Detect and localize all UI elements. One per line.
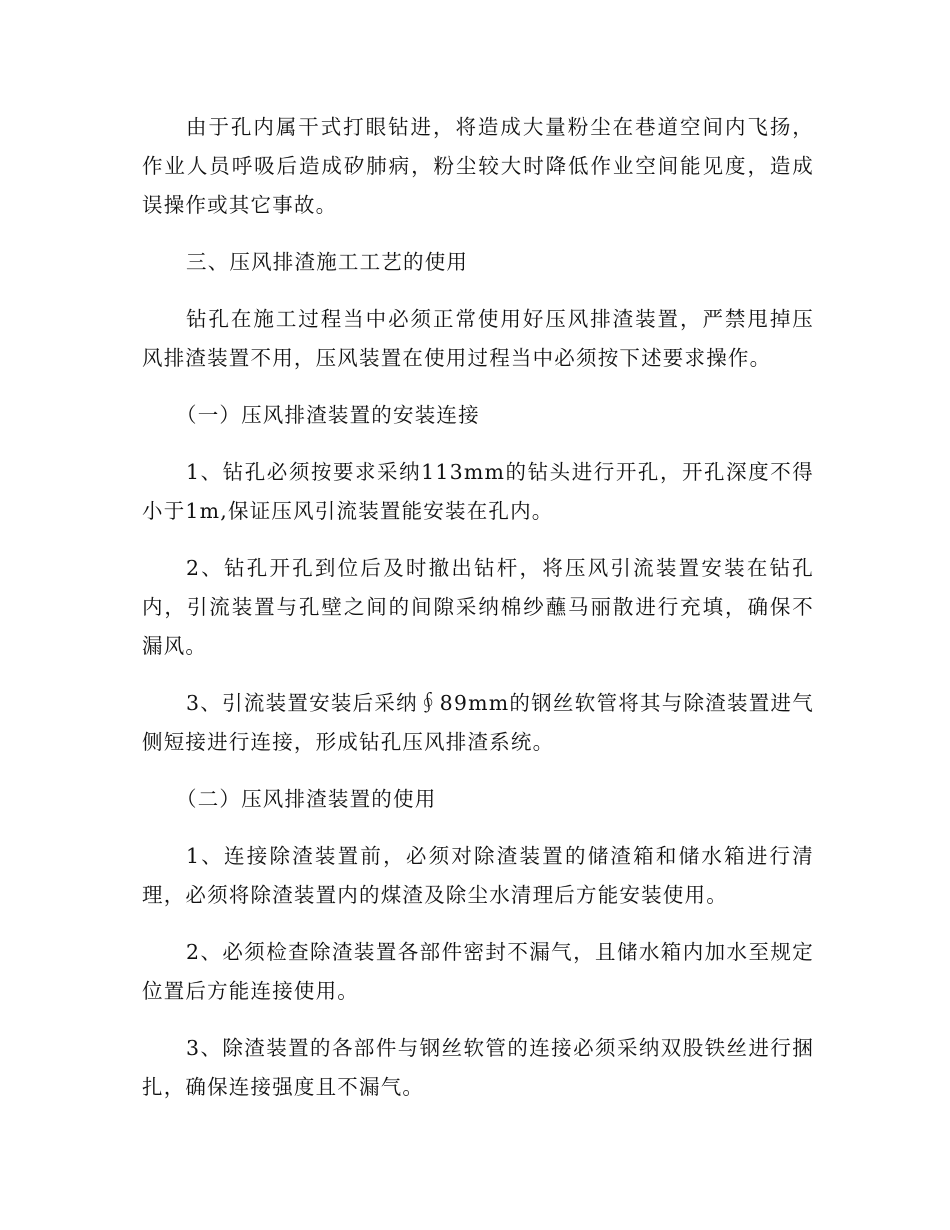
- paragraph-usage-requirement: 钻孔在施工过程当中必须正常使用好压风排渣装置，严禁甩掉压风排渣装置不用，压风装置在使用过程当中必须按下述要求操作。: [142, 307, 814, 370]
- paragraph-install-step-1: 1、钻孔必须按要求采纳113mm的钻头进行开孔，开孔深度不得小于1m,保证压风引流装置能安装在孔内。: [142, 460, 814, 523]
- paragraph-use-step-1: 1、连接除渣装置前，必须对除渣装置的储渣箱和储水箱进行清理，必须将除渣装置内的煤渣及除尘水清理后方能安装使用。: [142, 844, 814, 907]
- document-body: [142, 108, 814, 1125]
- subsection-heading-2: （二）压风排渣装置的使用: [176, 787, 437, 811]
- paragraph-use-step-3: 3、除渣装置的各部件与钢丝软管的连接必须采纳双股铁丝进行捆扎，确保连接强度且不漏气。: [142, 1036, 814, 1099]
- paragraph-install-step-3: 3、引流装置安装后采纳∮89mm的钢丝软管将其与除渣装置进气侧短接进行连接，形成钻孔压风排渣系统。: [142, 691, 814, 754]
- section-heading-3: 三、压风排渣施工工艺的使用: [186, 250, 469, 274]
- paragraph-install-step-2: 2、钻孔开孔到位后及时撤出钻杆，将压风引流装置安装在钻孔内，引流装置与孔壁之间的间隙采纳棉纱蘸马丽散进行充填，确保不漏风。: [142, 556, 814, 658]
- paragraph-use-step-2: 2、必须检查除渣装置各部件密封不漏气，且储水箱内加水至规定位置后方能连接使用。: [142, 940, 814, 1003]
- paragraph-dust-hazard: 由于孔内属干式打眼钻进，将造成大量粉尘在巷道空间内飞扬，作业人员呼吸后造成矽肺病，粉尘较大时降低作业空间能见度，造成误操作或其它事故。: [142, 115, 814, 217]
- subsection-heading-1: （一）压风排渣装置的安装连接: [176, 403, 480, 427]
